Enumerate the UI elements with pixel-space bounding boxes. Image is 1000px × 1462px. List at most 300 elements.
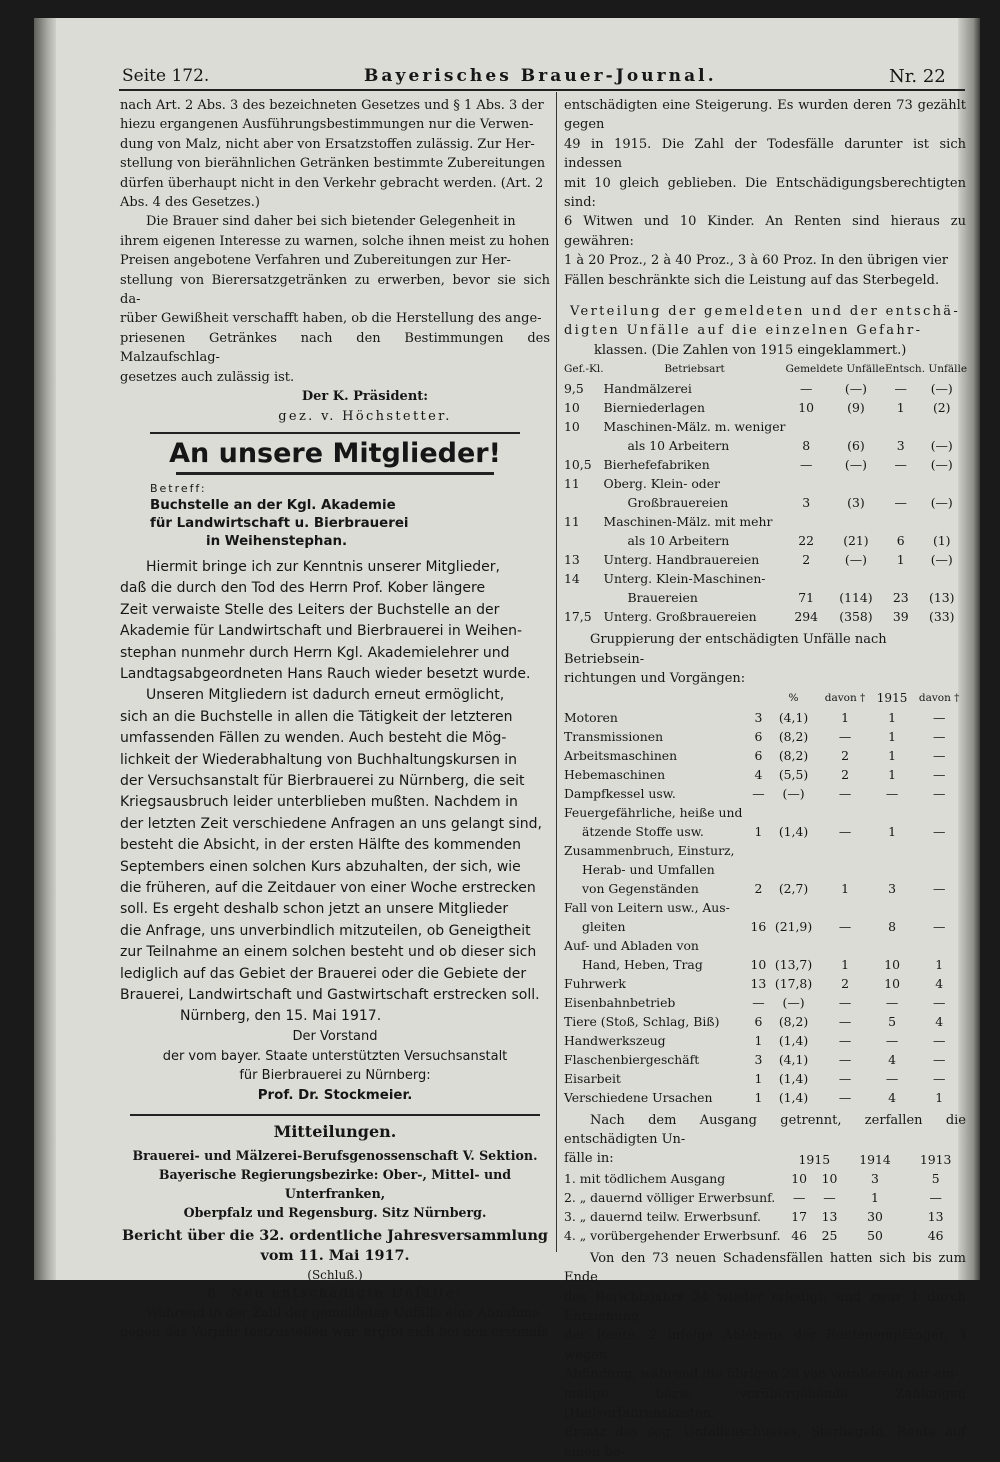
vorgang-cell: Tiere (Stoß, Schlag, Biß): [564, 1013, 720, 1029]
table-row: [564, 588, 967, 607]
prozent-cell: (1,4): [778, 1089, 809, 1105]
value-cell: 46: [791, 1227, 808, 1243]
headline-underline: [176, 472, 494, 475]
davon-tot-1915-cell: [912, 936, 966, 955]
ausgang-label-cell: 2. „ dauernd völliger Erwerbsunf.: [564, 1189, 776, 1205]
vorgang-cell: Eisenbahnbetrieb: [564, 994, 676, 1010]
betriebsart-cell: Unterg. Handbrauereien: [603, 552, 760, 568]
gefahrklasse-cell: 11: [564, 514, 580, 530]
table-row: [564, 1207, 966, 1226]
gemeldet-1915-cell: (6): [847, 438, 865, 454]
prozent-cell: [769, 841, 818, 860]
mitteilungen-heading: Mitteilungen.: [273, 1121, 397, 1141]
anzahl-cell: [748, 936, 769, 955]
table-header-row: 1915 1914 1913: [798, 1151, 952, 1167]
table-row: [564, 955, 966, 974]
prozent-cell: [769, 860, 818, 879]
anzahl-1915-cell: [872, 936, 912, 955]
gemeldet-cell: 8: [802, 438, 811, 454]
entschaedigt-cell: [885, 417, 916, 436]
prozent-cell: (13,7): [774, 956, 813, 972]
prozent-cell: (—): [782, 785, 805, 801]
davon-tot-cell: [818, 936, 872, 955]
table-row: [564, 765, 966, 784]
prozent-cell: (2,7): [778, 880, 809, 896]
anzahl-1915-cell: [872, 803, 912, 822]
table-row: [564, 784, 966, 803]
prozent-cell: (4,1): [778, 709, 809, 725]
gefahrklasse-cell: 13: [564, 552, 580, 568]
entschaedigt-1915-cell: (2): [932, 400, 951, 416]
entschaedigt-cell: [885, 512, 916, 531]
prozent-cell: (21,9): [774, 918, 813, 934]
vorgang-cell: Eisarbeit: [564, 1070, 621, 1086]
gemeldet-cell: [785, 474, 826, 493]
anzahl-cell: 6: [754, 728, 763, 744]
betriebsart-cell: Handmälzerei: [603, 381, 692, 397]
betriebsart-cell: Unterg. Klein-Maschinen-: [603, 571, 766, 587]
prozent-cell: [769, 936, 818, 955]
schadensfaelle-paragraph: Von den 73 neuen Schadensfällen hatten sich bis zum Ende des Berichtsjahrs 34 wieder erledigt, und zwar 1 durch Entziehung der Rente, 2 infolge Ablebens der Rentenempfänger, 3 wegen Abfindung, während die übrigen 28 von vornherein nur ein- malige bezw. vorübergehende Zahlungen (Heilverfahrenskosten, Ersatz des sog. Unfallzuschusses, Sterbegeld, Rente auf einen be-: [564, 1250, 966, 1460]
betriebsart-cell: Bierniederlagen: [603, 400, 705, 416]
notice-paragraph-1: Hiermit bringe ich zur Kenntnis unserer Mitglieder, daß die durch den Tod des Herrn Prof. Kober längere Zeit verwaiste Stelle des Leiters der Buchstelle an der Akademie für Landwirtschaft und Bierbrauerei in Weihen- stephan nunmehr durch Herrn Kgl. Akademielehrer und Landtagsabgeordneten Hans Rauch wieder besetzt wurde.: [120, 558, 531, 682]
entschaedigt-cell: 1: [896, 400, 905, 416]
anzahl-1915-cell: 4: [888, 1089, 897, 1105]
value-1915-cell: 13: [821, 1208, 838, 1224]
davon-tot-1915-cell: —: [932, 1032, 946, 1048]
gemeldet-1915-cell: [827, 474, 885, 493]
value-1913-cell: 5: [931, 1170, 940, 1186]
gruppierung-body: [564, 708, 966, 1107]
prozent-cell: (17,8): [774, 975, 813, 991]
anzahl-cell: 1: [754, 823, 763, 839]
betriebsart-cell: Unterg. Großbrauereien: [603, 609, 757, 625]
vorgang-cell: Transmissionen: [564, 728, 664, 744]
table-row: [564, 974, 966, 993]
vorgang-cell: Fall von Leitern usw., Aus-: [564, 899, 730, 915]
signature-name: gez. v. Höchstetter.: [278, 408, 452, 424]
anzahl-1915-cell: 1: [888, 728, 897, 744]
davon-tot-cell: —: [838, 728, 852, 744]
davon-tot-cell: [818, 898, 872, 917]
davon-tot-cell: —: [838, 1070, 852, 1086]
anzahl-1915-cell: —: [885, 1070, 899, 1086]
gemeldet-1915-cell: [827, 512, 885, 531]
schluss-note: (Schluß.): [307, 1267, 363, 1282]
prozent-cell: (8,2): [778, 728, 809, 744]
davon-tot-1915-cell: —: [932, 918, 946, 934]
gefahrklassen-table: [564, 360, 967, 626]
gemeldet-cell: [785, 417, 826, 436]
value-cell: 17: [791, 1208, 808, 1224]
davon-tot-1915-cell: [912, 898, 966, 917]
left-column: [120, 96, 550, 1343]
steigerung-paragraph: entschädigten eine Steigerung. Es wurden deren 73 gezählt gegen 49 in 1915. Die Zahl der Todesfälle darunter ist sich indessen mit 10 gleich geblieben. Die Entschädigungsberechtigten sind: 6 Witwen und 10 Kinder. An Renten sind hieraus zu gewähren: 1 à 20 Proz., 2 à 40 Proz., 3 à 60 Proz. In den übrigen vier Fällen beschränkte sich die Leistung auf das Sterbegeld.: [564, 98, 966, 288]
entschaedigt-cell: —: [894, 381, 907, 397]
vorgang-cell: ätzende Stoffe usw.: [582, 823, 704, 839]
table-header-row: Gef.-Kl. Betriebsart Gemeldete Unfälle Entsch. Unfälle: [564, 363, 968, 376]
entschaedigt-cell: 3: [896, 438, 905, 454]
vorgang-cell: Herab- und Umfallen: [582, 861, 715, 877]
anzahl-1915-cell: 1: [888, 823, 897, 839]
betriebsart-cell: Bierhefefabriken: [603, 457, 710, 473]
gemeldet-cell: 3: [802, 495, 811, 511]
prozent-cell: (1,4): [778, 823, 809, 839]
prozent-cell: [769, 803, 818, 822]
value-1914-cell: 30: [867, 1208, 883, 1224]
davon-tot-1915-cell: [912, 860, 966, 879]
anzahl-cell: —: [752, 994, 765, 1010]
table-row: [564, 607, 967, 626]
right-column: [564, 96, 966, 1462]
anzahl-1915-cell: 3: [888, 880, 897, 896]
table-row: [564, 512, 967, 531]
davon-tot-cell: —: [838, 823, 852, 839]
vorgang-cell: Hand, Heben, Trag: [582, 956, 703, 972]
davon-tot-1915-cell: 4: [935, 975, 944, 991]
anzahl-cell: [748, 860, 769, 879]
entschaedigt-1915-cell: [916, 569, 967, 588]
entschaedigt-1915-cell: (33): [929, 609, 955, 625]
divider: [130, 1114, 540, 1116]
anzahl-1915-cell: —: [885, 785, 899, 801]
verteilung-heading: Verteilung der gemeldeten und der entschä- digten Unfälle auf die einzelnen Gefahr- klassen. (Die Zahlen von 1915 eingeklammert.): [564, 304, 961, 358]
anzahl-1915-cell: 1: [888, 709, 897, 725]
anzahl-cell: 2: [754, 880, 763, 896]
table-row: [564, 746, 966, 765]
table-row: [564, 493, 967, 512]
ausgang-label-cell: 3. „ dauernd teilw. Erwerbsunf.: [564, 1208, 761, 1224]
table-row: [564, 917, 966, 936]
anzahl-cell: [748, 803, 769, 822]
page-number: Seite 172.: [122, 66, 210, 86]
gemeldet-1915-cell: (114): [839, 590, 873, 606]
gefahrklasse-cell: 9,5: [564, 381, 584, 397]
davon-tot-cell: 1: [841, 880, 849, 896]
entschaedigt-1915-cell: (1): [932, 533, 951, 549]
warning-paragraph: Die Brauer sind daher bei sich bietender Gelegenheit in ihrem eigenen Interesse zu warnen, solche ihnen meist zu hohen Preisen angebotene Verfahren und Zubereitungen zur Her- stellung von Bierersatzgetränken zu erwerben, bevor sie sich da- rüber Gewißheit verschafft haben, ob die Herstellung des ange- priesenen Getränkes nach den Bestimmungen des Malzaufschlag- gesetzes auch zulässig ist.: [120, 214, 550, 385]
betriebsart-cell: Brauereien: [627, 590, 698, 606]
entschaedigt-cell: 6: [896, 533, 905, 549]
anzahl-1915-cell: 1: [888, 766, 897, 782]
table-row: [564, 898, 966, 917]
entschaedigt-1915-cell: (13): [929, 590, 955, 606]
anzahl-cell: 13: [750, 975, 767, 991]
table-row: [564, 474, 967, 493]
davon-tot-cell: 2: [841, 747, 849, 763]
table-header-row: % davon † 1915 davon †: [788, 690, 960, 705]
table-row: [564, 708, 966, 727]
gefahrklasse-cell: [564, 588, 604, 607]
gefahrklasse-cell: 10: [564, 419, 580, 435]
entschaedigt-cell: [885, 569, 916, 588]
prozent-cell: [769, 898, 818, 917]
value-1914-cell: 3: [871, 1170, 879, 1186]
ausgang-table: [564, 1150, 966, 1245]
entschaedigt-1915-cell: [916, 417, 967, 436]
table-row: [564, 879, 966, 898]
anzahl-1915-cell: —: [885, 1032, 899, 1048]
value-1913-cell: 46: [927, 1227, 944, 1243]
table-row: [564, 550, 967, 569]
value-cell: 10: [791, 1170, 808, 1186]
table-row: [564, 436, 967, 455]
table-row: [564, 531, 967, 550]
betriebsart-cell: als 10 Arbeitern: [627, 533, 730, 549]
entschaedigt-1915-cell: [916, 474, 967, 493]
davon-tot-1915-cell: 1: [935, 956, 944, 972]
vorgang-cell: Dampfkessel usw.: [564, 785, 676, 801]
anzahl-cell: 6: [754, 1013, 763, 1029]
prozent-cell: (1,4): [778, 1070, 809, 1086]
gemeldet-1915-cell: (21): [843, 533, 869, 549]
anzahl-1915-cell: 10: [884, 975, 900, 991]
mitglieder-headline: An unsere Mitglieder!: [169, 437, 501, 469]
ausgang-label-cell: 4. „ vorübergehender Erwerbsunf.: [564, 1227, 781, 1243]
table-row: [564, 1088, 966, 1107]
entschaedigt-cell: [885, 474, 916, 493]
signature-block: Der Vorstand der vom bayer. Staate unterstützten Versuchsanstalt für Bierbrauerei zu Nürnberg:: [162, 1029, 508, 1084]
entschaedigt-cell: 39: [892, 609, 909, 625]
davon-tot-1915-cell: —: [932, 785, 946, 801]
journal-title: Bayerisches Brauer-Journal.: [364, 66, 717, 86]
header-rule: [119, 89, 965, 91]
gemeldet-cell: 22: [798, 533, 815, 549]
davon-tot-cell: —: [838, 918, 852, 934]
table-row: [564, 841, 966, 860]
davon-tot-cell: —: [838, 785, 852, 801]
vorgang-cell: Verschiedene Ursachen: [564, 1089, 713, 1105]
davon-tot-cell: 1: [841, 956, 849, 972]
entschaedigt-1915-cell: [916, 512, 967, 531]
davon-tot-cell: —: [838, 1032, 852, 1048]
table-row: [564, 860, 966, 879]
gemeldet-cell: 10: [798, 400, 815, 416]
gefahrklasse-cell: 10,5: [564, 457, 592, 473]
anzahl-cell: 10: [750, 956, 767, 972]
table-row: [564, 1226, 966, 1245]
gemeldet-1915-cell: (3): [847, 495, 865, 511]
betriebsart-cell: Oberg. Klein- oder: [603, 476, 720, 492]
section-6-heading: 6. Neu entschädigte Unfälle:: [207, 1285, 463, 1301]
davon-tot-1915-cell: —: [932, 728, 946, 744]
prozent-cell: (5,5): [778, 766, 809, 782]
ausgang-paragraph: Nach dem Ausgang getrennt, zerfallen die entschädigten Un- fälle in:: [564, 1112, 966, 1167]
place-date: Nürnberg, den 15. Mai 1917.: [180, 1008, 382, 1025]
vorgang-cell: Feuergefährliche, heiße und: [564, 804, 743, 820]
betriebsart-cell: Großbrauereien: [627, 495, 729, 511]
gefahrklasse-cell: [564, 493, 604, 512]
gemeldet-1915-cell: (—): [844, 381, 867, 397]
value-1914-cell: 1: [871, 1189, 879, 1205]
gefahrklasse-cell: 17,5: [564, 609, 592, 625]
entschaedigt-1915-cell: (—): [930, 438, 953, 454]
vorgang-cell: Handwerkszeug: [564, 1032, 666, 1048]
betriebsart-cell: Maschinen-Mälz. mit mehr: [603, 514, 773, 530]
prozent-cell: (4,1): [778, 1051, 809, 1067]
issue-number: Nr. 22: [889, 66, 946, 87]
gefahrklasse-cell: [564, 531, 604, 550]
table-row: [564, 569, 967, 588]
anzahl-cell: 3: [754, 709, 763, 725]
davon-tot-1915-cell: —: [932, 1070, 946, 1086]
column-rule: [556, 92, 557, 1252]
table-row: [564, 1031, 966, 1050]
gemeldet-1915-cell: (—): [844, 457, 867, 473]
prozent-cell: (8,2): [778, 1013, 809, 1029]
gemeldet-1915-cell: (358): [839, 609, 873, 625]
anzahl-cell: [748, 841, 769, 860]
davon-tot-1915-cell: —: [932, 747, 946, 763]
section-6-text: Während in der Zahl der gemeldeten Unfälle eine Abnahme gegen das Vorjahr festzustellen war, ergibt sich bei den erstmals: [120, 1305, 549, 1341]
gefahrklasse-cell: [564, 436, 604, 455]
davon-tot-cell: —: [838, 1051, 852, 1067]
newspaper-page: [34, 18, 980, 1460]
gruppierung-heading: Gruppierung der entschädigten Unfälle nach Betriebsein- richtungen und Vorgängen:: [564, 632, 887, 687]
vorgang-cell: Hebemaschinen: [564, 766, 666, 782]
davon-tot-1915-cell: —: [932, 766, 946, 782]
value-1914-cell: 50: [867, 1227, 883, 1243]
davon-tot-cell: —: [838, 1089, 852, 1105]
page-gutter-shadow: [34, 18, 56, 1280]
entschaedigt-cell: 23: [892, 590, 909, 606]
value-cell: —: [792, 1189, 806, 1205]
gefahrklasse-cell: 14: [564, 571, 580, 587]
vorgang-cell: von Gegenständen: [582, 880, 699, 896]
berufsgenossenschaft-header: Brauerei- und Mälzerei-Berufsgenossenschaft V. Sektion. Bayerische Regierungsbezirke: Ober-, Mittel- und Unterfranken, Oberpfalz und Regensburg. Sitz Nürnberg.: [132, 1147, 538, 1220]
davon-tot-1915-cell: —: [932, 1051, 946, 1067]
gemeldet-cell: —: [799, 457, 813, 473]
table-row: [564, 803, 966, 822]
entschaedigt-cell: —: [894, 495, 907, 511]
gefahrklasse-cell: 11: [564, 476, 580, 492]
ausgang-body: [564, 1169, 966, 1245]
gefahrklassen-body: [564, 379, 967, 626]
anzahl-cell: 1: [754, 1032, 763, 1048]
gemeldet-cell: [785, 569, 826, 588]
gemeldet-cell: —: [799, 381, 813, 397]
davon-tot-1915-cell: —: [932, 709, 946, 725]
table-row: [564, 417, 967, 436]
bericht-title: Bericht über die 32. ordentliche Jahresversammlung vom 11. Mai 1917.: [122, 1226, 548, 1264]
anzahl-1915-cell: [872, 898, 912, 917]
gemeldet-cell: 71: [798, 590, 815, 606]
davon-tot-1915-cell: [912, 803, 966, 822]
gemeldet-cell: 294: [794, 609, 818, 625]
table-row: [564, 993, 966, 1012]
anzahl-cell: 4: [754, 766, 763, 782]
signature-title: Der K. Präsident:: [301, 389, 429, 405]
table-row: [564, 398, 967, 417]
table-row: [564, 1169, 966, 1188]
anzahl-cell: 1: [754, 1070, 763, 1086]
anzahl-1915-cell: 1: [888, 747, 897, 763]
vorgang-cell: gleiten: [582, 918, 626, 934]
davon-tot-cell: —: [838, 1013, 852, 1029]
anzahl-cell: [748, 898, 769, 917]
davon-tot-cell: 2: [841, 766, 849, 782]
table-row: [564, 1050, 966, 1069]
betreff-subject: Buchstelle an der Kgl. Akademie für Landwirtschaft u. Bierbrauerei in Weihenstephan.: [150, 497, 409, 549]
value-1915-cell: 25: [821, 1227, 838, 1243]
value-1913-cell: 13: [927, 1208, 944, 1224]
vorgang-cell: Fuhrwerk: [564, 975, 626, 991]
vorgang-cell: Zusammenbruch, Einsturz,: [564, 842, 735, 858]
gruppierung-table: [564, 689, 966, 1107]
anzahl-1915-cell: [872, 860, 912, 879]
gemeldet-1915-cell: [827, 417, 885, 436]
anzahl-cell: 3: [754, 1051, 763, 1067]
law-paragraph: nach Art. 2 Abs. 3 des bezeichneten Gesetzes und § 1 Abs. 3 der hiezu ergangenen Ausführungsbestimmungen nur die Verwen- dung von Malz, nicht aber von Ersatzstoffen zulässig. Zur Her- stellung von bierähnlichen Getränken bestimmte Zubereitungen dürfen überhaupt nicht in den Verkehr gebracht werden. (Art. 2 Abs. 4 des Gesetzes.): [120, 98, 546, 211]
vorgang-cell: Arbeitsmaschinen: [564, 747, 678, 763]
betriebsart-cell: Maschinen-Mälz. m. weniger: [603, 419, 786, 435]
signature-professor: Prof. Dr. Stockmeier.: [257, 1087, 413, 1103]
table-row: [564, 455, 967, 474]
gemeldet-1915-cell: [827, 569, 885, 588]
entschaedigt-cell: 1: [896, 552, 905, 568]
table-row: [564, 1188, 966, 1207]
gemeldet-1915-cell: (—): [844, 552, 867, 568]
vorgang-cell: Auf- und Abladen von: [564, 937, 699, 953]
anzahl-cell: 6: [754, 747, 763, 763]
betreff-label: Betreff:: [150, 481, 207, 495]
table-row: [564, 379, 967, 398]
davon-tot-1915-cell: [912, 841, 966, 860]
davon-tot-1915-cell: 1: [935, 1089, 944, 1105]
gemeldet-cell: [785, 512, 826, 531]
gemeldet-cell: 2: [802, 552, 811, 568]
value-1913-cell: —: [929, 1189, 942, 1205]
value-1915-cell: 10: [821, 1170, 838, 1186]
davon-tot-cell: 1: [841, 709, 849, 725]
ausgang-label-cell: 1. mit tödlichem Ausgang: [564, 1170, 726, 1186]
anzahl-1915-cell: —: [885, 994, 899, 1010]
prozent-cell: (8,2): [778, 747, 809, 763]
davon-tot-cell: 2: [841, 975, 849, 991]
divider: [150, 432, 520, 434]
anzahl-1915-cell: [872, 841, 912, 860]
entschaedigt-1915-cell: (—): [930, 381, 953, 397]
table-row: [564, 1012, 966, 1031]
anzahl-1915-cell: 5: [888, 1013, 897, 1029]
value-1915-cell: —: [823, 1189, 836, 1205]
anzahl-cell: 1: [754, 1089, 763, 1105]
notice-paragraph-2: Unseren Mitgliedern ist dadurch erneut ermöglicht, sich an die Buchstelle in allen die Tätigkeit der letzteren umfassenden Fällen zu wenden. Auch besteht die Mög- lichkeit der Wiederabhaltung von Buchhaltungskursen in der Versuchsanstalt für Bierbrauerei zu Nürnberg, die seit Kriegsausbruch leider unterblieben mußten. Nachdem in der letzten Zeit verschiedene Anfragen an uns gelangt sind, besteht die Absicht, in der ersten Hälfte des kommenden Septembers einen solchen Kurs abzuhalten, der sich, wie die früheren, auf die Zeitdauer von einer Woche erstrecken soll. Es ergeht deshalb schon jetzt an unsere Mitglieder die Anfrage, uns unverbindlich mitzuteilen, ob Geneigtheit zur Teilnahme an einem solchen besteht und ob dieser sich lediglich auf das Gebiet der Brauerei oder die Gebiete der Brauerei, Landwirtschaft und Gastwirtschaft erstrecken soll.: [120, 687, 542, 1004]
davon-tot-cell: [818, 860, 872, 879]
anzahl-1915-cell: 4: [888, 1051, 897, 1067]
davon-tot-1915-cell: —: [932, 823, 946, 839]
entschaedigt-1915-cell: (—): [930, 457, 953, 473]
entschaedigt-1915-cell: (—): [930, 552, 953, 568]
anzahl-cell: —: [752, 785, 765, 801]
anzahl-1915-cell: 8: [888, 918, 897, 934]
entschaedigt-cell: —: [894, 457, 907, 473]
prozent-cell: (1,4): [778, 1032, 809, 1048]
davon-tot-1915-cell: —: [932, 880, 946, 896]
anzahl-1915-cell: 10: [884, 956, 900, 972]
betriebsart-cell: als 10 Arbeitern: [627, 438, 730, 454]
prozent-cell: (—): [782, 994, 805, 1010]
davon-tot-1915-cell: —: [932, 994, 946, 1010]
davon-tot-cell: [818, 841, 872, 860]
davon-tot-1915-cell: 4: [935, 1013, 944, 1029]
gemeldet-1915-cell: (9): [847, 400, 865, 416]
anzahl-cell: 16: [750, 918, 767, 934]
table-row: [564, 822, 966, 841]
gefahrklasse-cell: 10: [564, 400, 580, 416]
entschaedigt-1915-cell: (—): [930, 495, 953, 511]
vorgang-cell: Flaschenbiergeschäft: [564, 1051, 700, 1067]
